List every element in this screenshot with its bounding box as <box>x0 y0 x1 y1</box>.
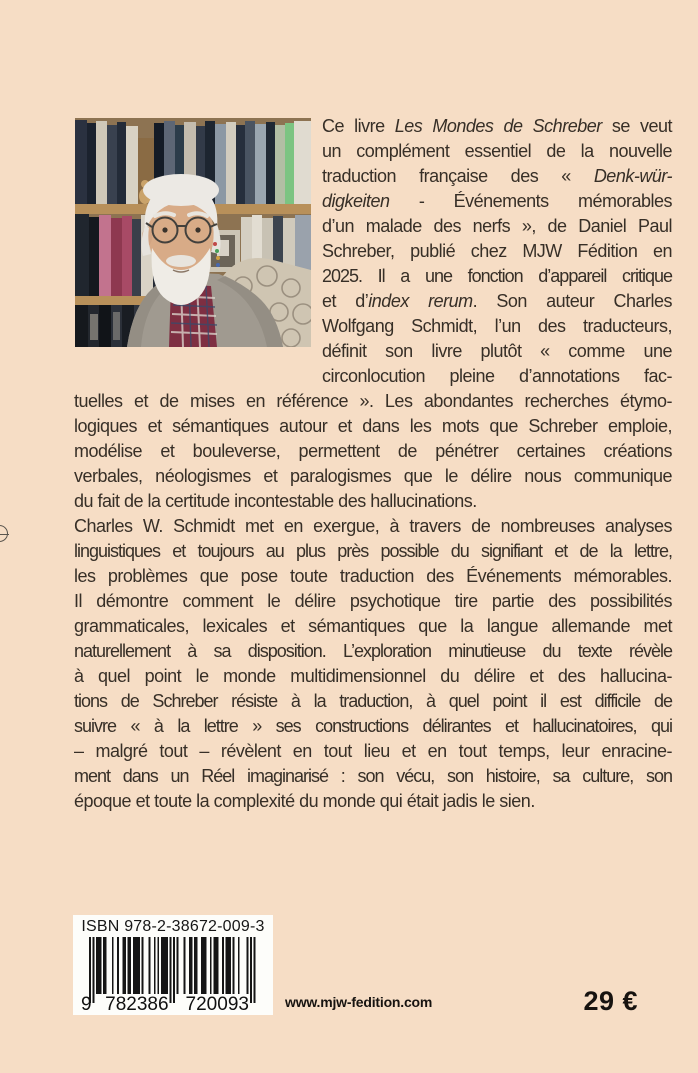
body-line: à quel point le monde multidimensionnel du délire et des hallucina- <box>74 666 672 686</box>
body-line: du fait de la certitude incontestable des hallucinations. <box>74 491 477 511</box>
body-line: tuelles et de mises en référence ». Les abondantes recherches étymo- <box>74 391 672 411</box>
body-line: verbales, néologismes et paralogismes que le délire nous communique <box>74 466 672 486</box>
body-line: digkeiten - Événements mémorables <box>322 191 672 211</box>
body-line: suivre « à la lettre » ses constructions délirantes et hallucinatoires, qui <box>74 716 672 736</box>
body-line: naturellement à sa disposition. L’exploration minutieuse du texte révèle <box>74 641 672 661</box>
barcode-digits <box>81 994 257 1016</box>
body-line: tions de Schreber résiste à la traduction, à quel point il est difficile de <box>74 691 672 711</box>
isbn-box <box>73 915 273 1015</box>
registration-mark-icon <box>0 525 8 542</box>
barcode-digits-left: 782386 <box>105 994 169 1015</box>
barcode-digit-first: 9 <box>81 994 92 1015</box>
body-line: 2025. Il a une fonction d’appareil critique <box>322 266 672 286</box>
body-line: linguistiques et toujours au plus près possible du signifiant et de la lettre, <box>74 541 672 561</box>
body-line: logiques et sémantiques autour et dans les mots que Schreber emploie, <box>74 416 672 436</box>
body-line: Charles W. Schmidt met en exergue, à travers de nombreuses analyses <box>74 516 672 536</box>
body-line: circonlocution pleine d’annotations fac- <box>322 366 672 386</box>
body-line: ment dans un Réel imaginarisé : son vécu, son histoire, sa culture, son <box>74 766 672 786</box>
isbn-label: ISBN 978-2-38672-009-3 <box>81 918 265 935</box>
body-line: d’un malade des nerfs », de Daniel Paul <box>322 216 672 236</box>
body-line: grammaticales, lexicales et sémantiques que la langue allemande met <box>74 616 672 636</box>
body-line: et d’index rerum. Son auteur Charles <box>322 291 672 311</box>
barcode-digits-right: 720093 <box>185 994 249 1015</box>
barcode <box>81 937 257 1015</box>
price-label: 29 € <box>583 986 638 1016</box>
body-line: Il démontre comment le délire psychotique tire partie des possibilités <box>74 591 672 611</box>
body-line: les problèmes que pose toute traduction des Événements mémorables. <box>74 566 672 586</box>
body-line: modélise et bouleverse, permettent de pénétrer certaines créations <box>74 441 672 461</box>
body-line: Schreber, publié chez MJW Fédition en <box>322 241 672 261</box>
body-line: Wolfgang Schmidt, l’un des traducteurs, <box>322 316 672 336</box>
body-line: Ce livre Les Mondes de Schreber se veut <box>322 116 672 136</box>
body-line: – malgré tout – révèlent en tout lieu et en tout temps, leur enracine- <box>74 741 672 761</box>
body-line: traduction française des « Denk-wür- <box>322 166 672 186</box>
website-url: www.mjw-fedition.com <box>285 994 433 1010</box>
body-line: définit son livre plutôt « comme une <box>322 341 672 361</box>
body-line: époque et toute la complexité du monde qui était jadis le sien. <box>74 791 535 811</box>
body-text <box>74 114 672 814</box>
body-line: un complément essentiel de la nouvelle <box>322 141 672 161</box>
